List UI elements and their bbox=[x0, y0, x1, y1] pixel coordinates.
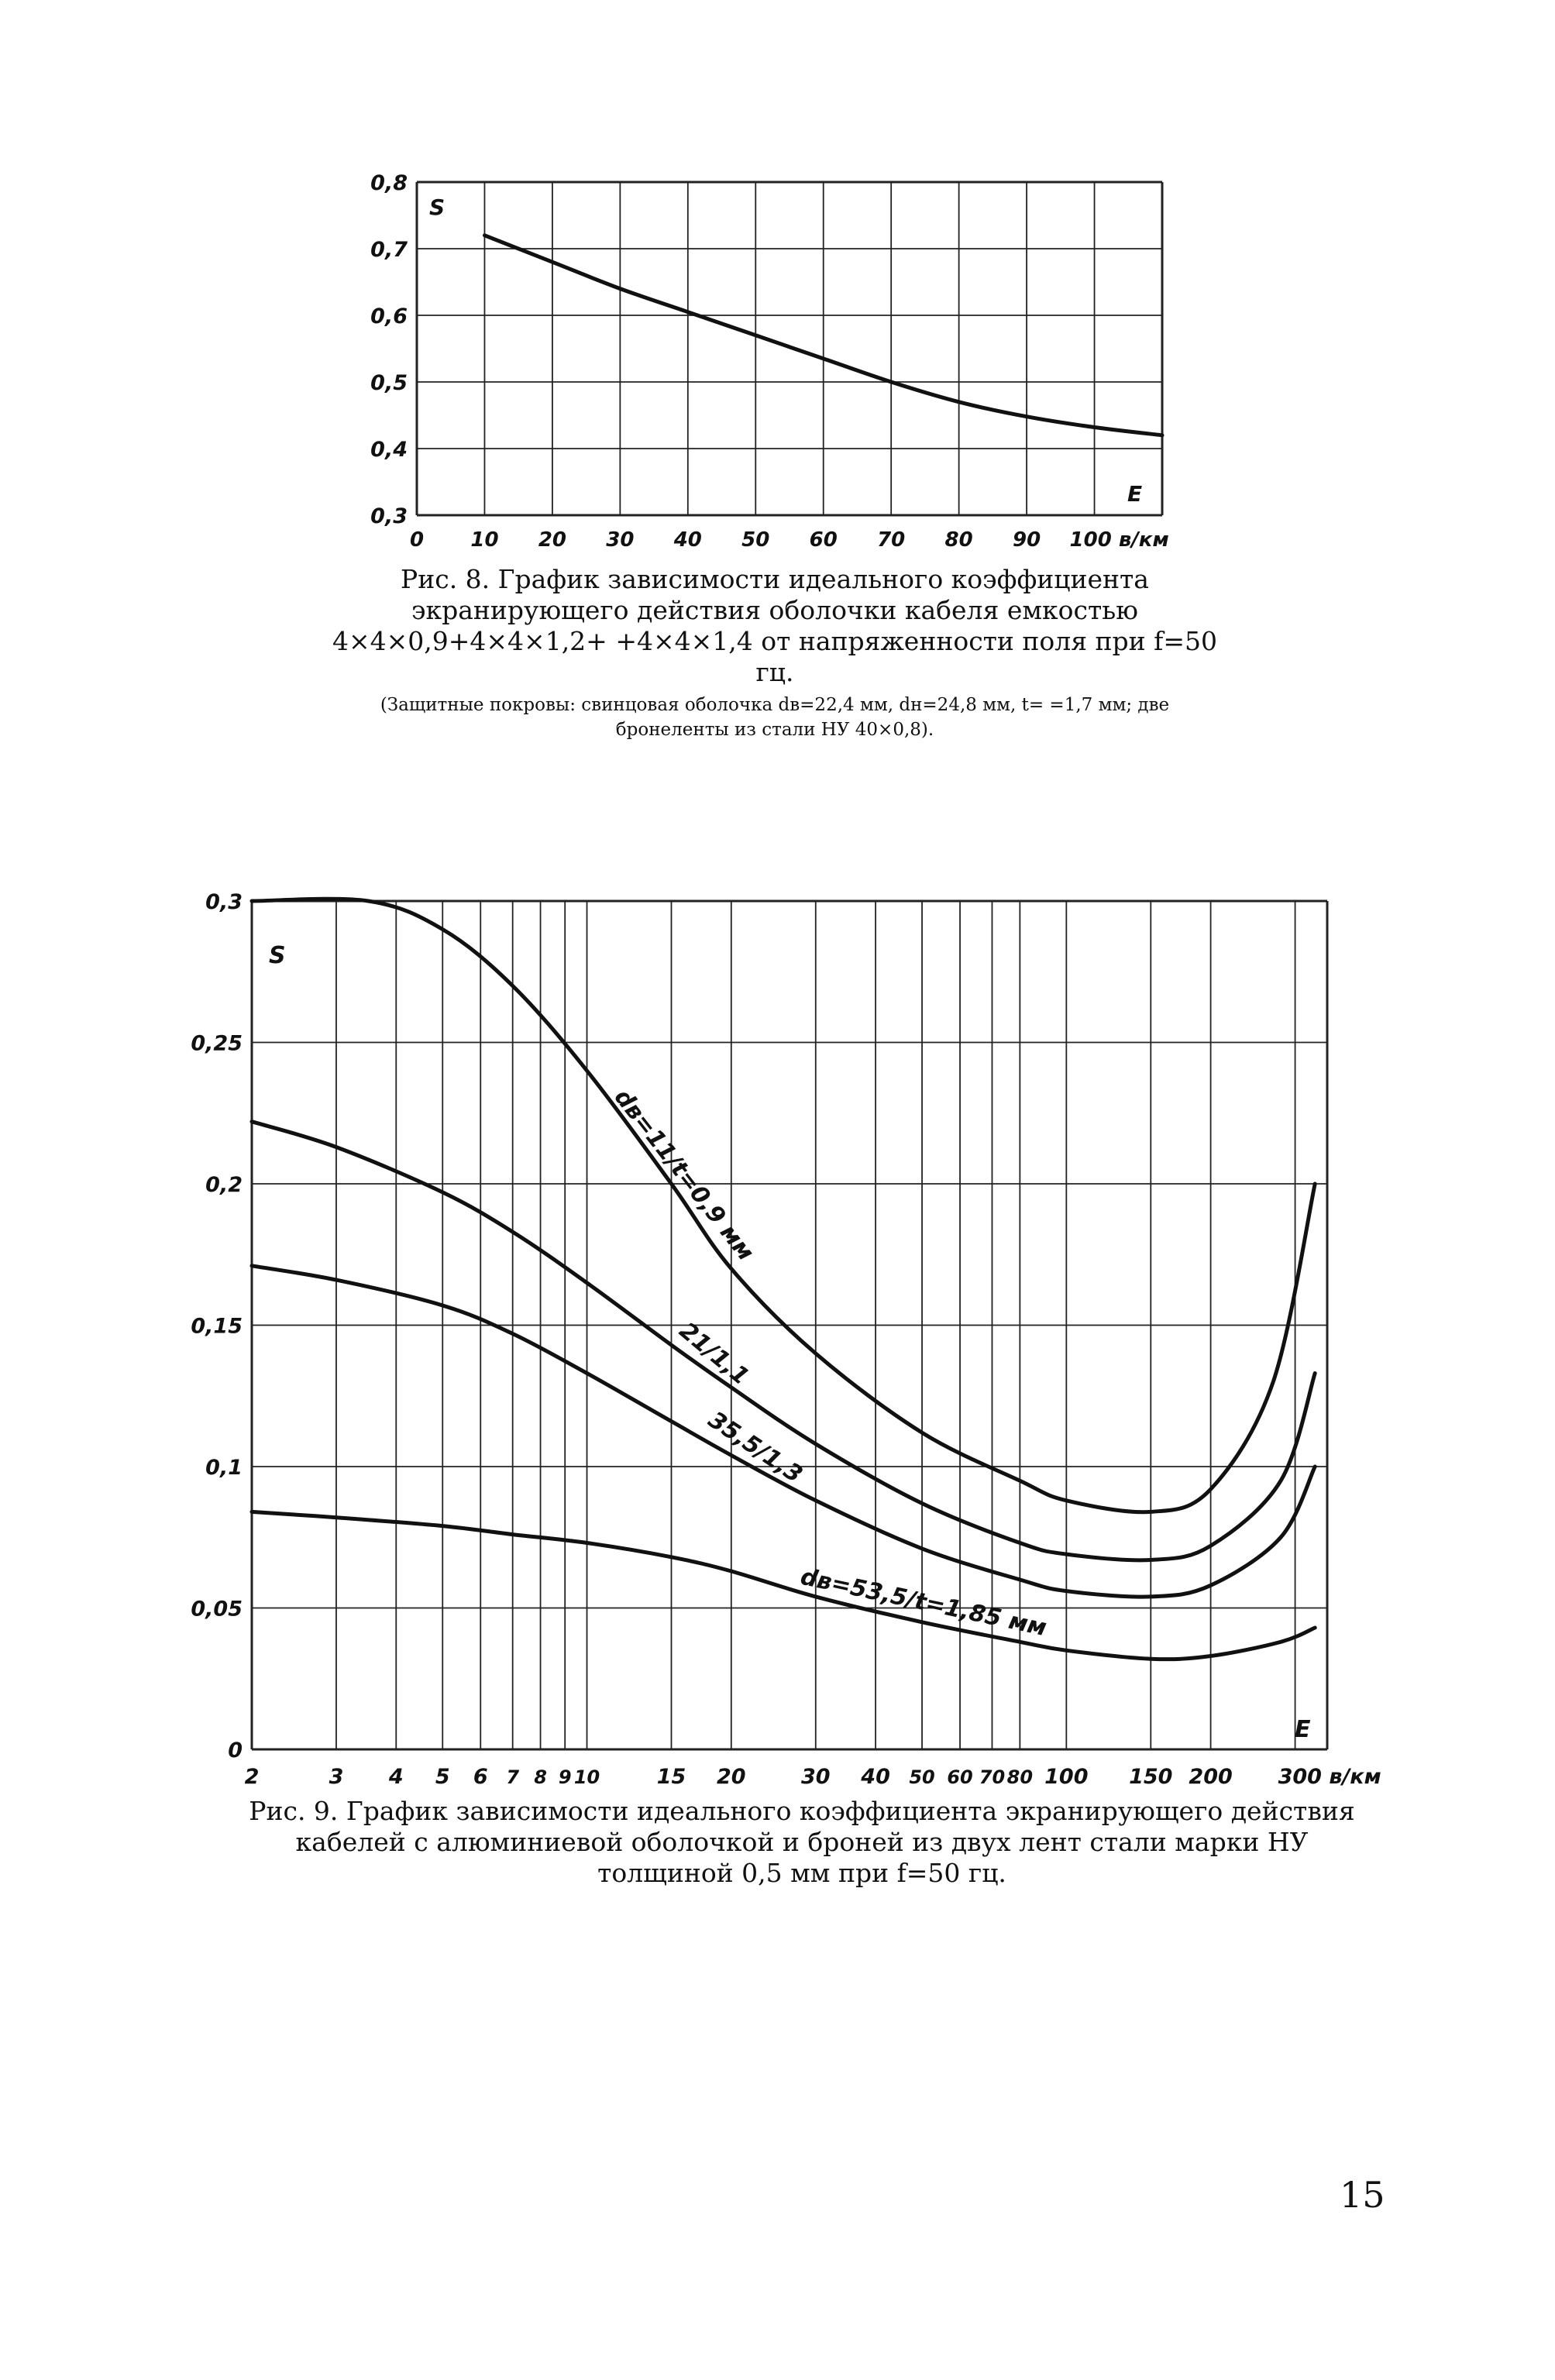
x-tick-label: 10 bbox=[573, 1766, 600, 1788]
series-label-1: 21/1,1 bbox=[673, 1317, 755, 1391]
figure-9-title: Рис. 9. График зависимости идеального коэффициента экранирующего действия кабелей с алюминиевой оболочкой и броней из двух лент стали марки НУ толщиной 0,5 мм при f=50 гц. bbox=[249, 1796, 1355, 1888]
x-tick-label: 100 в/км bbox=[1069, 528, 1169, 552]
y-tick-label: 0,4 bbox=[370, 438, 408, 462]
series-line-1 bbox=[252, 1122, 1315, 1560]
y-tick-label: 0,7 bbox=[370, 238, 408, 262]
y-tick-label: 0,6 bbox=[370, 304, 408, 328]
x-tick-label: 150 bbox=[1129, 1765, 1173, 1789]
x-tick-label: 9 bbox=[558, 1766, 572, 1788]
x-tick-label: 5 bbox=[435, 1765, 450, 1789]
x-tick-label: 70 bbox=[877, 528, 906, 552]
y-axis-label: S bbox=[269, 942, 286, 969]
page-number: 15 bbox=[1340, 2174, 1385, 2216]
x-tick-label: 80 bbox=[1006, 1766, 1034, 1788]
x-axis-label: E bbox=[1127, 481, 1143, 507]
series-line-3 bbox=[252, 1512, 1315, 1659]
y-axis-label: S bbox=[429, 194, 446, 220]
y-tick-label: 0,8 bbox=[370, 171, 408, 195]
figure-8-chart bbox=[0, 0, 1555, 573]
x-tick-label: 7 bbox=[506, 1766, 520, 1788]
figure-8-caption bbox=[325, 564, 1224, 742]
figure-8-note: (Защитные покровы: свинцовая оболочка dв=22,4 мм, dн=24,8 мм, t= =1,7 мм; две бронеленты из стали НУ 40×0,8). bbox=[380, 695, 1170, 740]
x-tick-label: 40 bbox=[861, 1765, 890, 1789]
y-tick-label: 0,3 bbox=[205, 890, 243, 914]
figure-8-title: Рис. 8. График зависимости идеального коэффициента экранирующего действия оболочки кабеля емкостью 4×4×0,9+4×4×1,2+ +4×4×1,4 от напряженности поля при f=50 гц. bbox=[332, 564, 1218, 687]
x-tick-label: 60 bbox=[809, 528, 838, 552]
series-line-2 bbox=[252, 1266, 1315, 1597]
x-tick-label: 50 bbox=[909, 1766, 935, 1788]
series-label-2: 35,5/1,3 bbox=[703, 1406, 807, 1489]
y-tick-label: 0,15 bbox=[191, 1314, 243, 1339]
x-axis-label: E bbox=[1295, 1716, 1311, 1743]
y-tick-label: 0,3 bbox=[370, 504, 408, 528]
x-tick-label: 4 bbox=[388, 1765, 404, 1789]
x-tick-label: 60 bbox=[947, 1766, 973, 1788]
x-tick-label: 3 bbox=[329, 1765, 344, 1789]
x-tick-label: 6 bbox=[473, 1765, 488, 1789]
x-tick-label: 30 bbox=[606, 528, 635, 552]
x-tick-label: 2 bbox=[244, 1765, 260, 1789]
y-tick-label: 0,05 bbox=[191, 1597, 243, 1622]
y-tick-label: 0 bbox=[228, 1739, 243, 1763]
y-tick-label: 0,5 bbox=[370, 371, 408, 395]
x-tick-label: 70 bbox=[979, 1766, 1006, 1788]
series-line-0 bbox=[252, 899, 1315, 1512]
x-tick-label: 8 bbox=[534, 1766, 547, 1788]
x-tick-label: 80 bbox=[944, 528, 973, 552]
x-tick-label: 100 bbox=[1044, 1765, 1089, 1789]
x-tick-label: 10 bbox=[470, 528, 499, 552]
x-tick-label: 90 bbox=[1012, 528, 1041, 552]
x-tick-label: 20 bbox=[717, 1765, 746, 1789]
figure-9-chart bbox=[0, 852, 1555, 1789]
series-label-0: dв=11/t=0,9 мм bbox=[608, 1084, 759, 1266]
x-tick-label: 40 bbox=[673, 528, 702, 552]
y-tick-label: 0,1 bbox=[205, 1456, 243, 1480]
x-tick-label: 20 bbox=[538, 528, 567, 552]
y-tick-label: 0,25 bbox=[191, 1031, 243, 1056]
x-tick-label: 0 bbox=[409, 528, 425, 552]
y-tick-label: 0,2 bbox=[205, 1173, 243, 1197]
figure-9-caption bbox=[248, 1796, 1356, 1889]
x-tick-label: 15 bbox=[656, 1765, 686, 1789]
x-tick-label: 300 в/км bbox=[1278, 1765, 1381, 1789]
series-label-3: dв=53,5/t=1,85 мм bbox=[798, 1563, 1049, 1642]
x-tick-label: 200 bbox=[1189, 1765, 1233, 1789]
x-tick-label: 50 bbox=[741, 528, 770, 552]
x-tick-label: 30 bbox=[800, 1765, 831, 1789]
